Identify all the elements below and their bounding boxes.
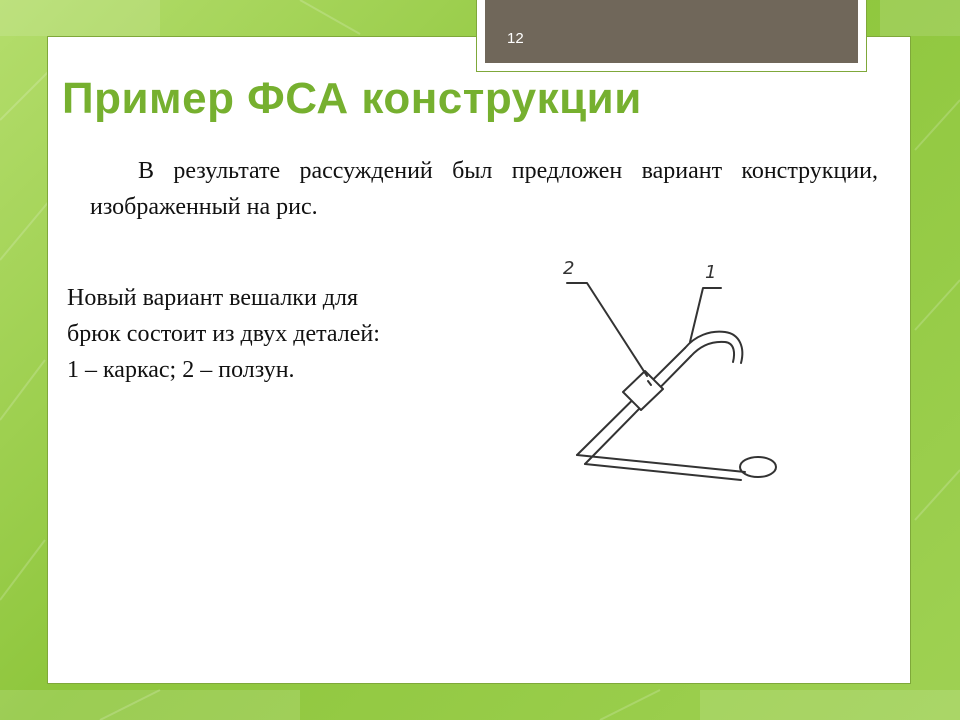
hanger-hook-inner (691, 342, 734, 362)
description-line: брюк состоит из двух деталей: (67, 321, 380, 347)
hanger-figure (545, 250, 795, 500)
figure-label-slider: 2 (563, 258, 575, 279)
intro-paragraph: В результате рассуждений был предложен вариант конструкции, изображенный на рис. (90, 158, 878, 220)
hanger-diagonal-inner (585, 356, 691, 464)
slide-number-box (485, 0, 858, 63)
hanger-bottom-bar-inner (585, 464, 741, 480)
figure-label-frame: 1 (705, 262, 717, 283)
slide-number-tab (476, 0, 867, 72)
leader-line-slider (567, 283, 647, 376)
hanger-end-knob (740, 457, 776, 477)
description-text (67, 280, 487, 388)
hanger-diagonal (577, 348, 685, 455)
description-line: 1 – каркас; 2 – ползун. (67, 357, 295, 383)
description-line: Новый вариант вешалки для (67, 285, 359, 311)
slide-number: 12 (507, 30, 524, 47)
hanger-bottom-bar (577, 455, 745, 472)
slide-title: Пример ФСА конструкции (62, 74, 642, 123)
